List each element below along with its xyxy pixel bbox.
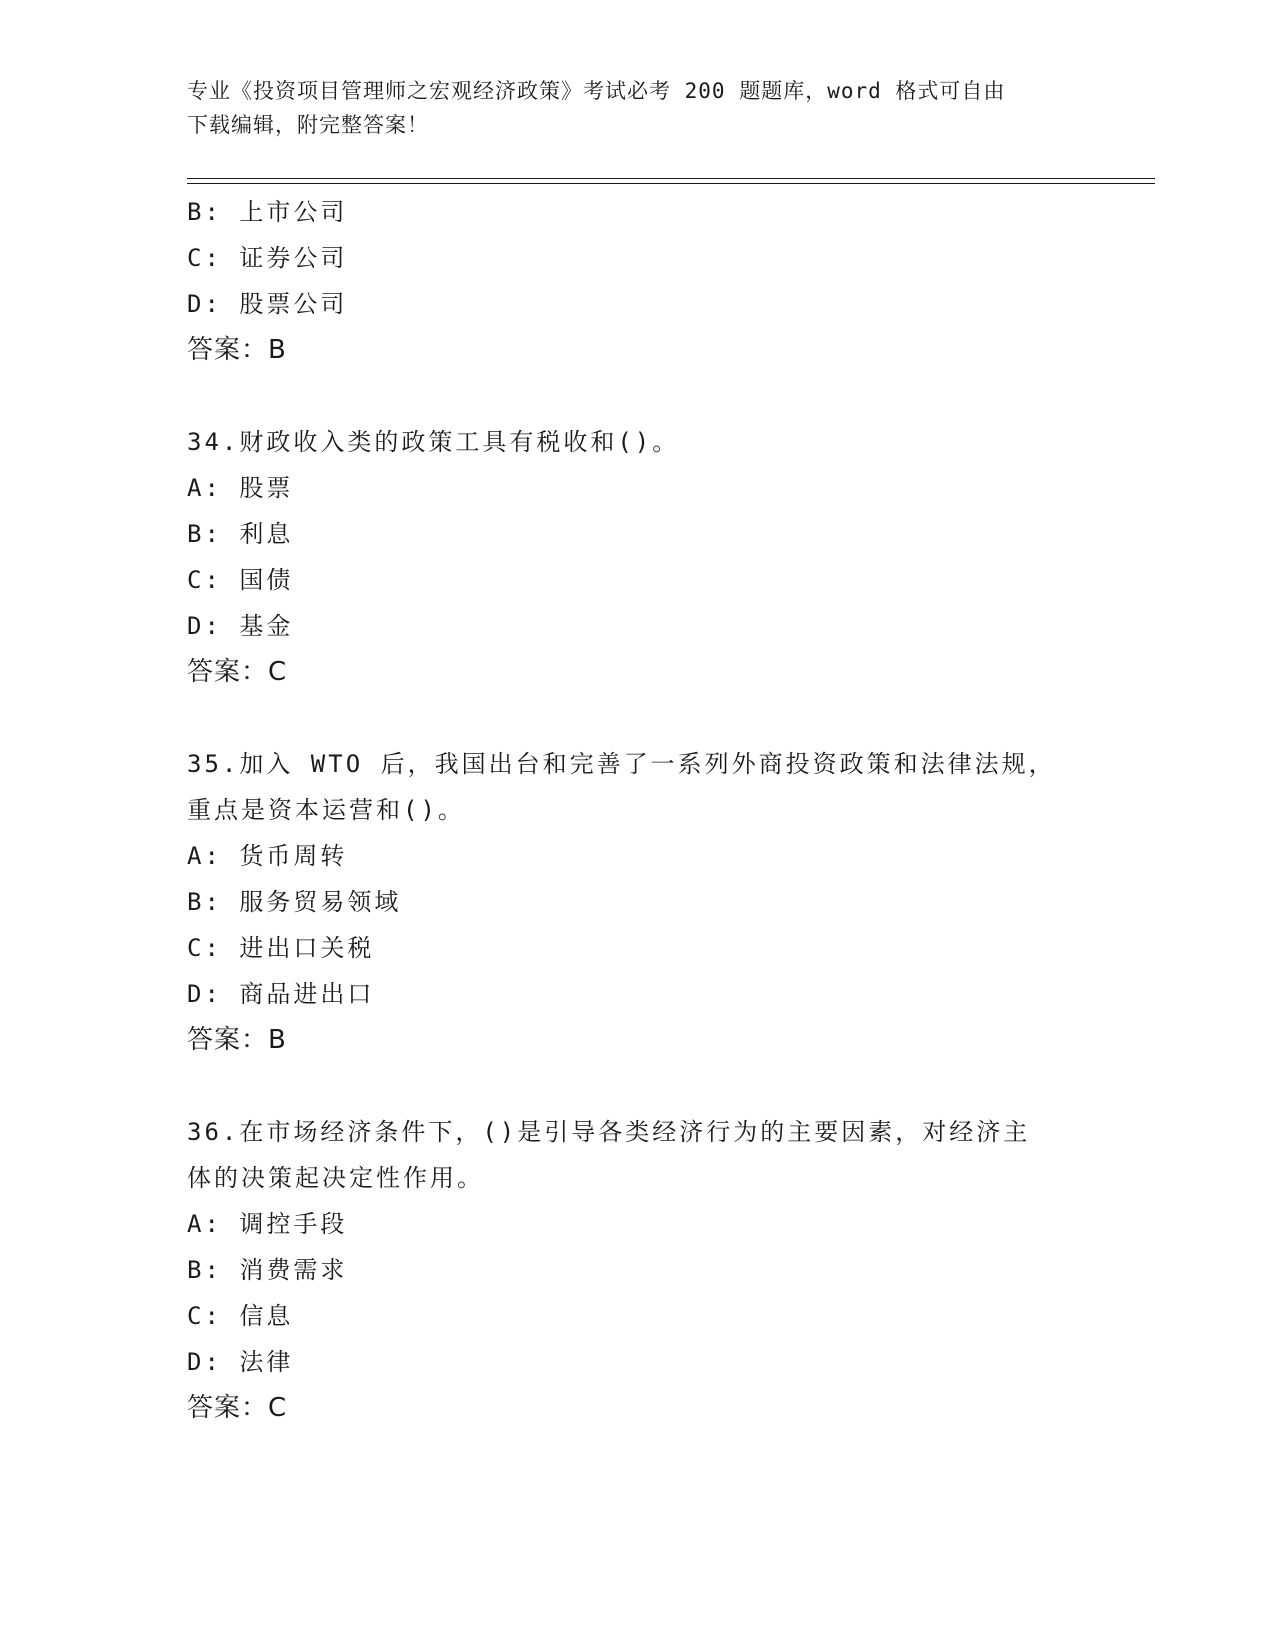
question-36 [187, 1109, 1087, 1431]
option-b: B: 利息 [187, 520, 294, 548]
question-34 [187, 419, 1087, 695]
question-stem-line-1: 36.在市场经济条件下，()是引导各类经济行为的主要因素，对经济主 [187, 1118, 1031, 1146]
option-d: D: 股票公司 [187, 290, 348, 318]
option-c: C: 证券公司 [187, 244, 348, 272]
option-b: B: 消费需求 [187, 1256, 348, 1284]
question-stem-line-2: 重点是资本运营和()。 [187, 796, 465, 824]
question-stem-line-1: 35.加入 WTO 后，我国出台和完善了一系列外商投资政策和法律法规， [187, 750, 1056, 778]
option-c: C: 国债 [187, 566, 294, 594]
header-rule-top [187, 178, 1155, 179]
option-a: A: 货币周转 [187, 842, 348, 870]
option-a: A: 股票 [187, 474, 294, 502]
option-a: A: 调控手段 [187, 1210, 348, 1238]
option-d: D: 商品进出口 [187, 980, 375, 1008]
question-stem: 34.财政收入类的政策工具有税收和()。 [187, 428, 680, 456]
question-stem-line-2: 体的决策起决定性作用。 [187, 1164, 484, 1192]
spacer [187, 695, 1087, 741]
option-b: B: 服务贸易领域 [187, 888, 402, 916]
answer-line: 答案：C [187, 657, 288, 687]
option-b: B: 上市公司 [187, 198, 348, 226]
header-rule-bottom [187, 183, 1155, 184]
header-line-2: 下载编辑，附完整答案！ [187, 113, 429, 137]
option-d: D: 基金 [187, 612, 294, 640]
question-35 [187, 741, 1087, 1063]
spacer [187, 373, 1087, 419]
option-c: C: 信息 [187, 1302, 294, 1330]
answer-line: 答案：B [187, 1025, 287, 1055]
option-c: C: 进出口关税 [187, 934, 375, 962]
question-list [187, 189, 1087, 1431]
question-33-continuation [187, 189, 1087, 373]
spacer [187, 1063, 1087, 1109]
answer-line: 答案：C [187, 1393, 288, 1423]
header-line-1: 专业《投资项目管理师之宏观经济政策》考试必考 200 题题库，word 格式可自由 [187, 79, 1006, 103]
answer-line: 答案：B [187, 335, 287, 365]
option-d: D: 法律 [187, 1348, 294, 1376]
document-header [187, 74, 1087, 142]
